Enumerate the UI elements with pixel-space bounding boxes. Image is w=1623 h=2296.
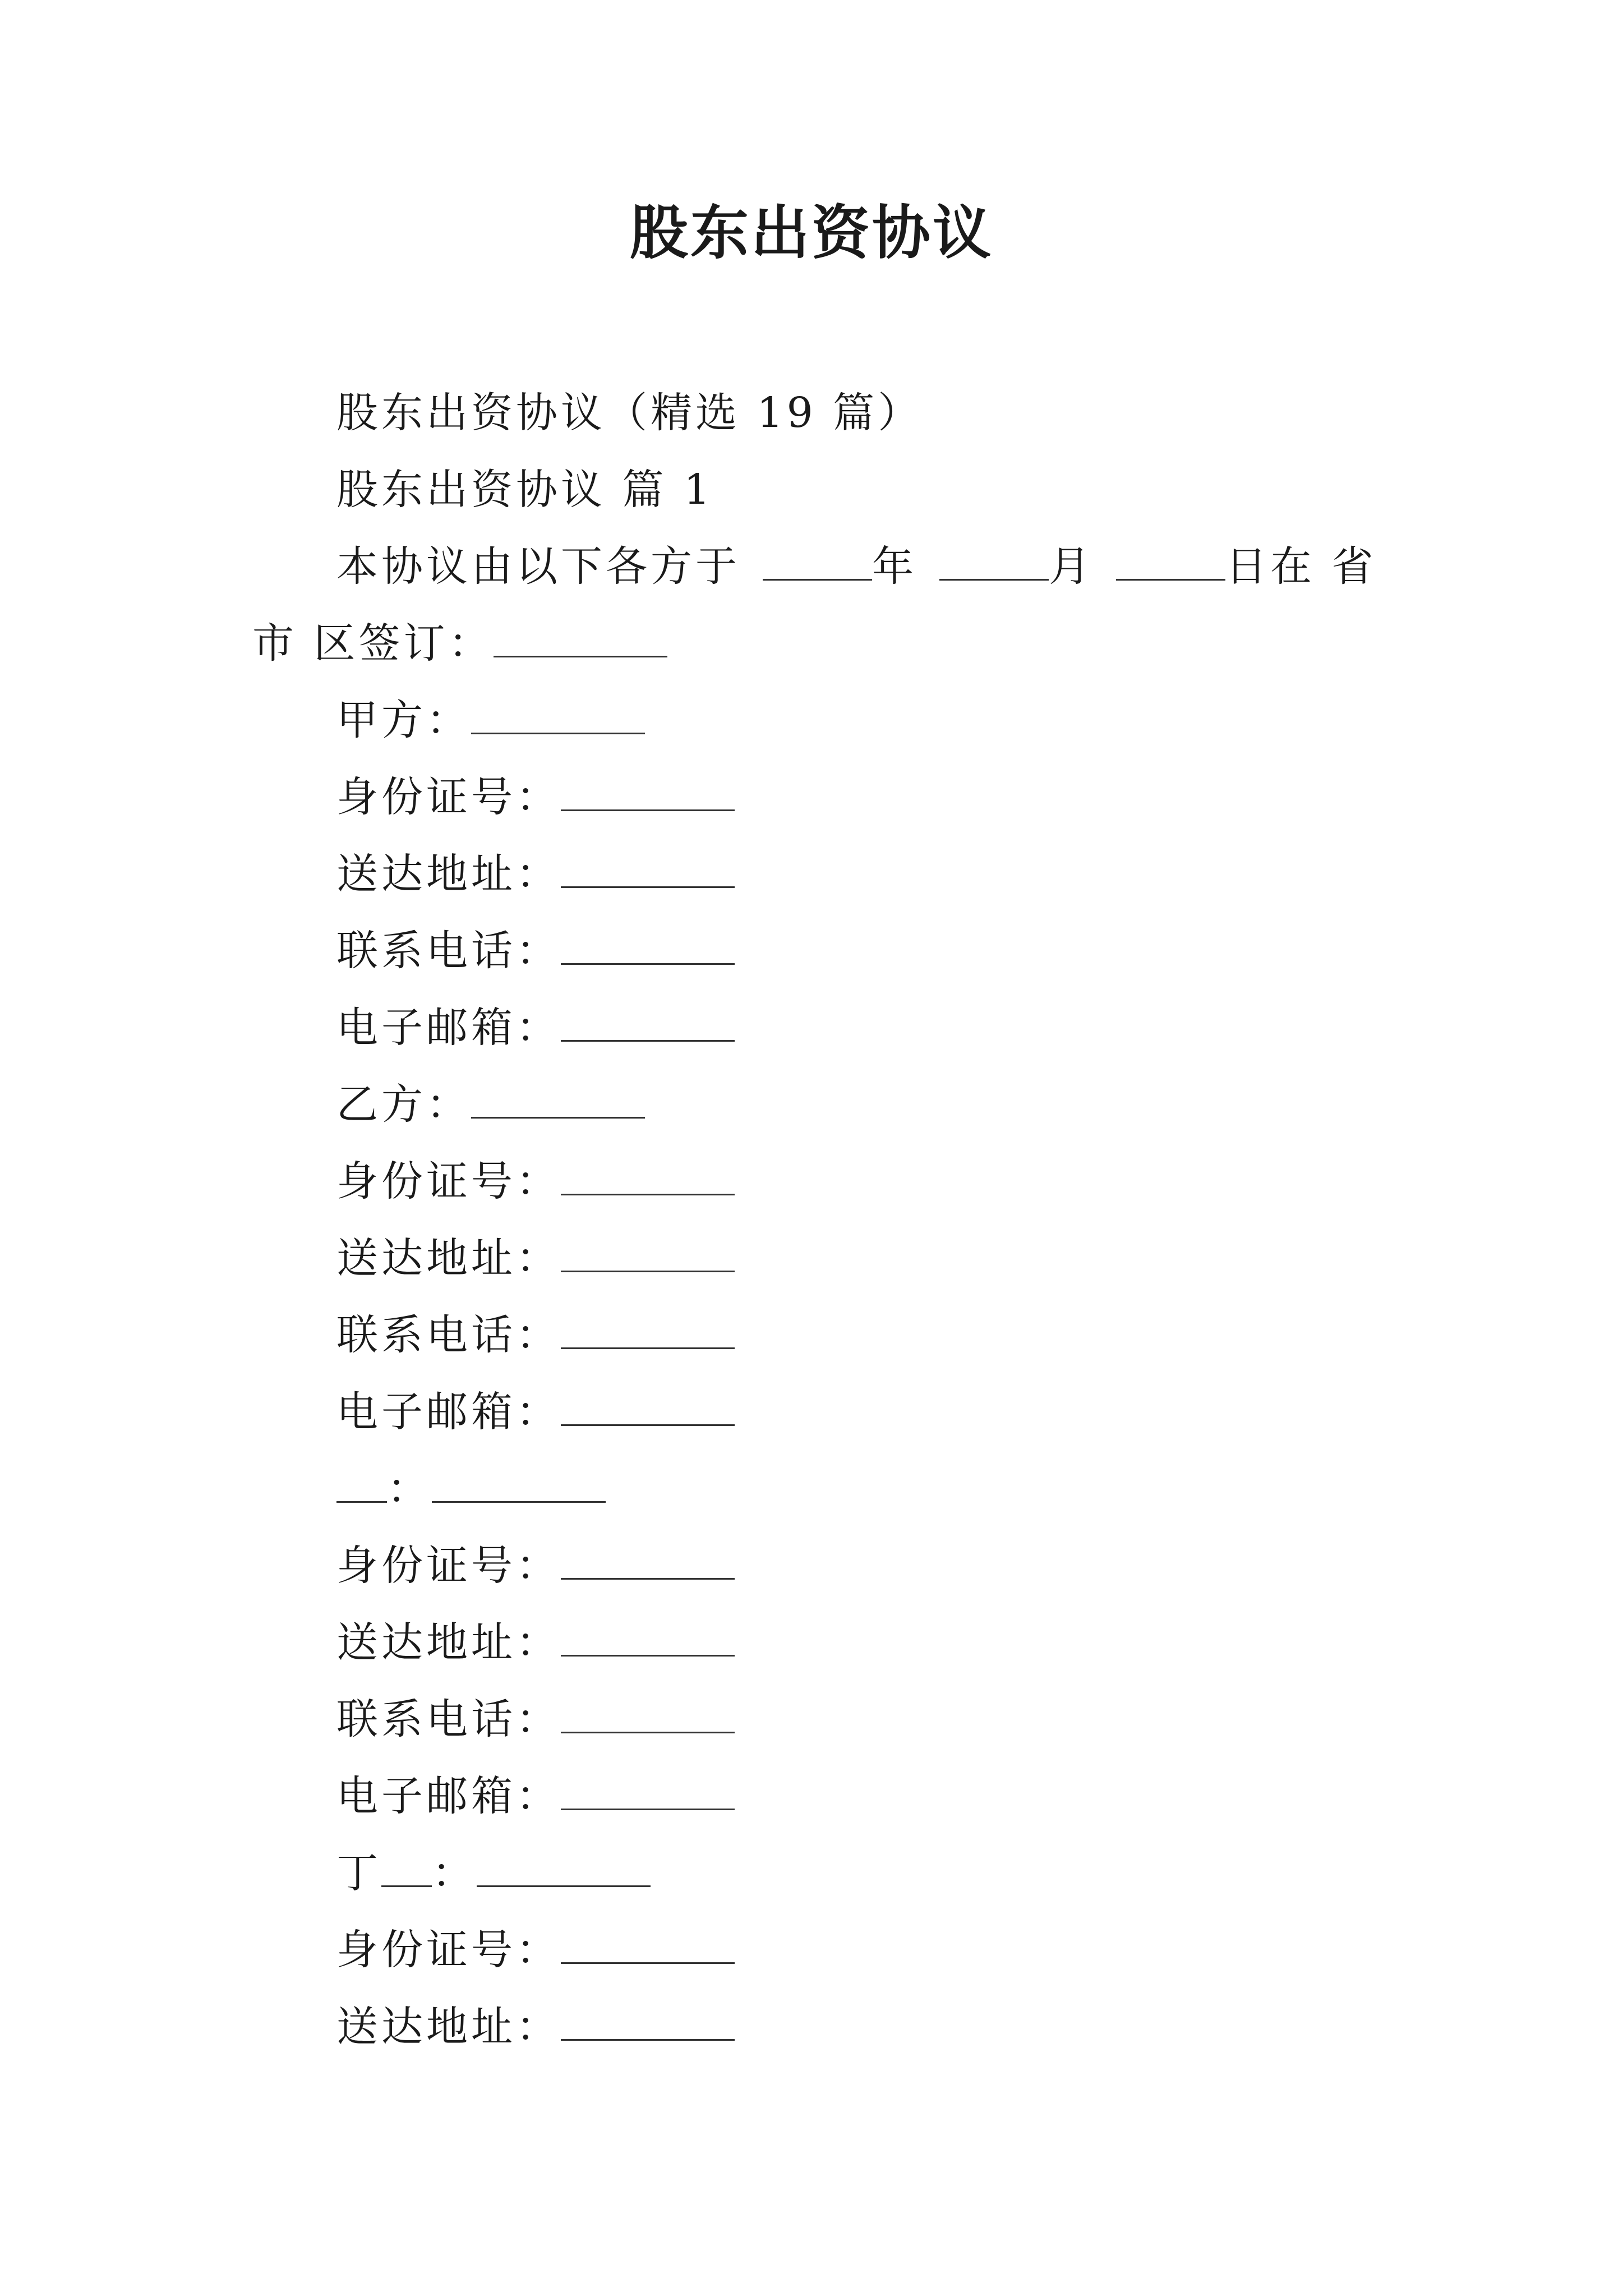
party-a-label: 甲方： [336,696,471,744]
party-b-phone-blank [561,1314,735,1349]
party-a-email-blank [561,1006,735,1042]
party-d-name-blank [477,1852,651,1887]
party-b-phone [252,1297,1380,1374]
party-a-name-blank [471,699,645,734]
party-c-title-blank [336,1467,387,1503]
document-title: 股东出资协议 [629,198,993,267]
year-blank [763,545,872,581]
party-c-id [252,1527,1380,1604]
party-b-phone-label: 联系电话： [336,1311,561,1359]
day-blank [1116,545,1225,581]
party-d-address-blank [561,2005,735,2041]
party-a-address-label: 送达地址： [336,850,561,898]
document-body [252,375,1380,2065]
party-d-name [252,1835,1380,1912]
party-c-label: ： [387,1465,432,1513]
party-b-email [252,1374,1380,1451]
party-d-id-blank [561,1929,735,1964]
party-a-name [252,682,1380,759]
party-c-phone [252,1681,1380,1758]
party-b-id [252,1143,1380,1220]
party-c-name [252,1451,1380,1527]
party-a-phone-blank [561,930,735,965]
party-c-id-blank [561,1544,735,1580]
party-c-address-blank [561,1621,735,1657]
party-d-title-blank [381,1852,432,1887]
party-b-email-blank [561,1391,735,1426]
party-b-name [252,1066,1380,1143]
signing-location: 市 区签订： [252,619,494,668]
party-c-address-label: 送达地址： [336,1618,561,1667]
month-label: 月 [1049,542,1094,591]
party-d-prefix: 丁 [336,1849,381,1897]
month-blank [939,545,1049,581]
year-label: 年 [872,542,917,591]
party-d-address [252,1989,1380,2065]
party-c-address [252,1604,1380,1681]
party-c-email [252,1758,1380,1835]
party-d-id [252,1912,1380,1989]
party-a-address-blank [561,853,735,888]
party-b-id-blank [561,1160,735,1195]
party-c-email-blank [561,1775,735,1810]
party-a-id-label: 身份证号： [336,773,561,821]
intro-line-1 [252,528,1380,605]
party-c-phone-label: 联系电话： [336,1695,561,1743]
party-a-id-blank [561,776,735,811]
party-d-address-label: 送达地址： [336,2003,561,2051]
intro-text: 本协议由以下各方于 [336,542,740,591]
party-c-phone-blank [561,1698,735,1733]
party-b-label: 乙方： [336,1080,471,1129]
party-a-address [252,836,1380,913]
party-b-address-label: 送达地址： [336,1234,561,1282]
party-a-phone-label: 联系电话： [336,927,561,975]
party-c-email-label: 电子邮箱： [336,1772,561,1820]
party-b-name-blank [471,1083,645,1119]
chapter-heading: 股东出资协议 篇 1 [336,466,714,514]
party-b-id-label: 身份证号： [336,1157,561,1205]
signing-location-blank [494,622,667,657]
day-label: 日在 省 [1225,542,1377,591]
intro-line-2 [252,605,1380,682]
party-a-id [252,759,1380,836]
party-c-id-label: 身份证号： [336,1542,561,1590]
party-d-label: ： [432,1849,477,1897]
party-a-email [252,990,1380,1066]
subtitle: 股东出资协议（精选 19 篇） [336,389,923,437]
party-d-id-label: 身份证号： [336,1926,561,1974]
party-a-email-label: 电子邮箱： [336,1004,561,1052]
party-b-address-blank [561,1237,735,1272]
party-c-name-blank [432,1467,606,1503]
party-b-address [252,1220,1380,1297]
party-a-phone [252,913,1380,990]
party-b-email-label: 电子邮箱： [336,1388,561,1436]
